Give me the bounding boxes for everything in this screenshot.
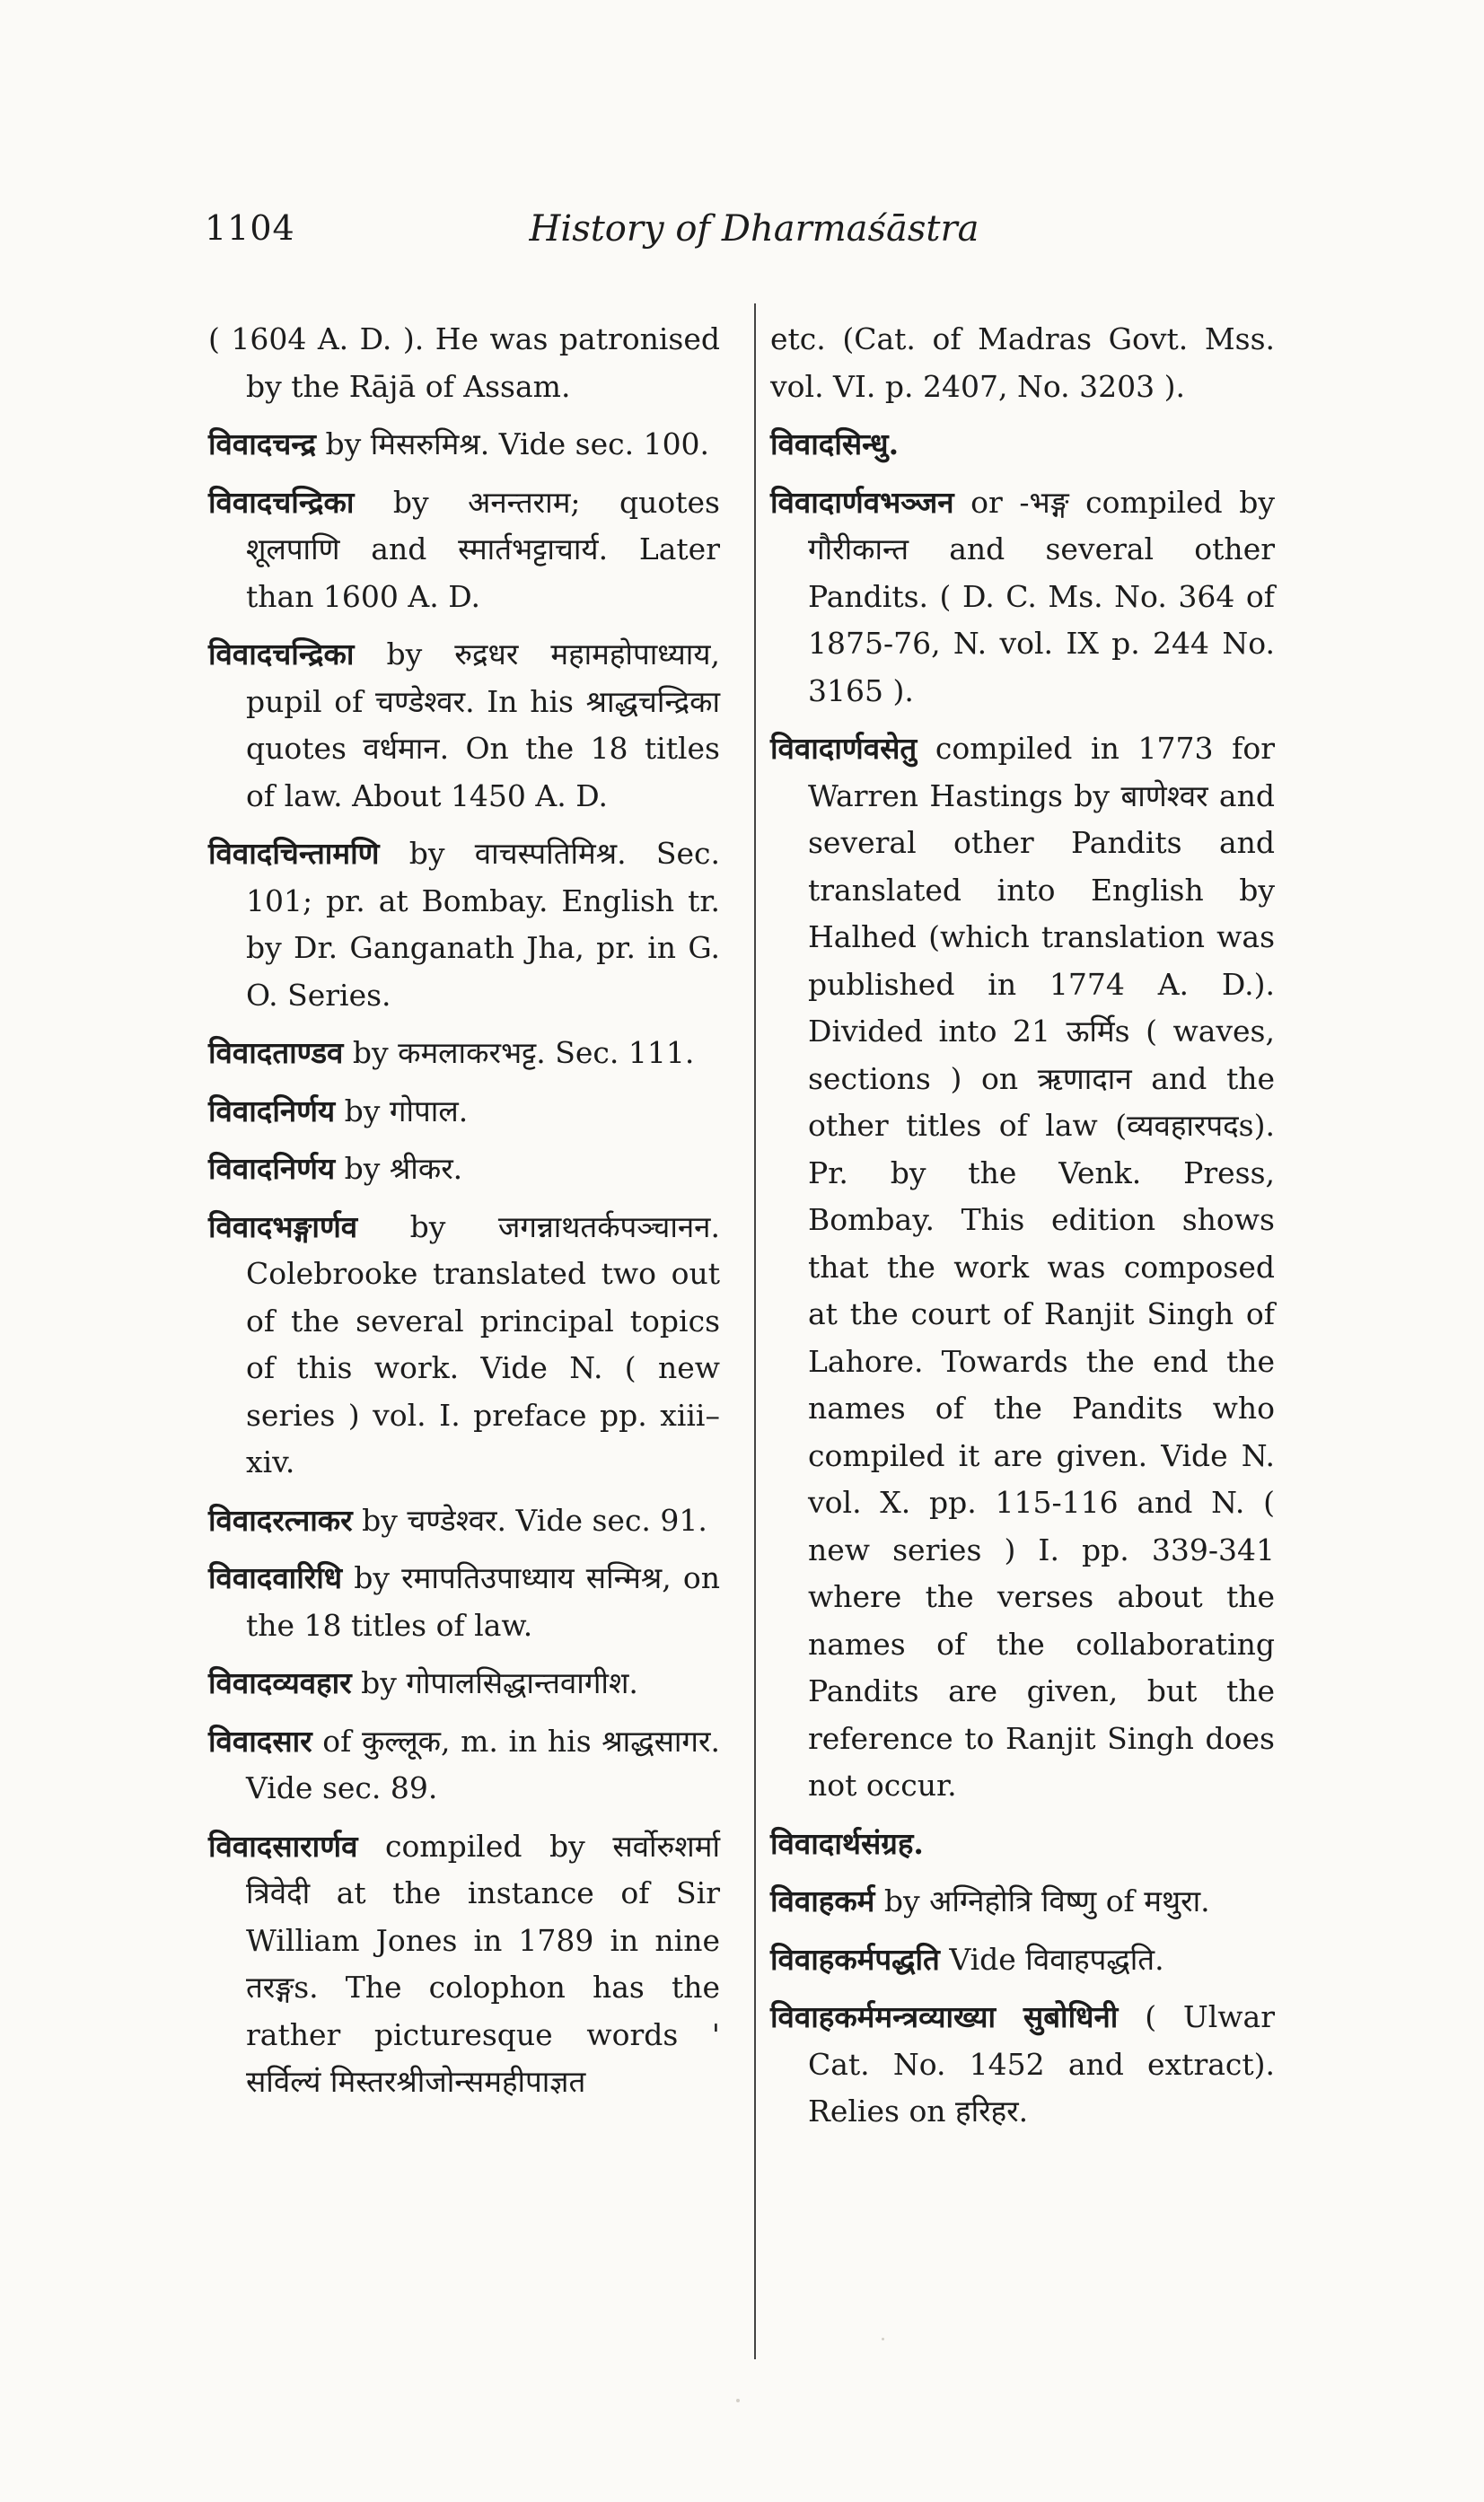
entry-headword: विवादसारार्णव xyxy=(208,1828,358,1864)
entry-text: by कमलाकरभट्ट. Sec. 111. xyxy=(343,1035,695,1070)
dictionary-entry xyxy=(770,1994,1275,2136)
entry-text: etc. (Cat. of Madras Govt. Mss. vol. VI. p. 2407, No. 3203 ). xyxy=(770,321,1275,404)
entry-text: compiled in 1773 for Warren Hastings by बाणेश्वर and several other Pandits and translated into English by Halhed (which translation was published in 1774 A. D.). Divided into 21 ऊर्मिs ( waves, sections ) on ऋणादान and the other titles of law (व्यवहारपदs). Pr. by the Venk. Press, Bombay. This edition shows that the work was composed at the court of Ranjit Singh of Lahore. Towards the end the names of the Pandits who compiled it are given. Vide N. vol. X. pp. 115-116 and N. ( new series ) I. pp. 339-341 where the verses about the names of the collaborating Pandits are given, but the reference to Ranjit Singh does not occur. xyxy=(808,731,1275,1803)
entry-headword: विवादनिर्णय xyxy=(208,1093,336,1128)
entry-text: Vide विवाहपद्धति. xyxy=(939,1941,1164,1977)
entry-headword: विवादचन्द्रिका xyxy=(208,636,355,672)
entry-text: by वाचस्पतिमिश्र. Sec. 101; pr. at Bombay. English tr. by Dr. Ganganath Jha, pr. in G. O. Series. xyxy=(246,836,720,1013)
dictionary-entry xyxy=(770,1821,1275,1868)
right-column xyxy=(770,316,1275,2146)
entry-headword: विवादचन्द्र xyxy=(208,426,316,461)
entry-text: by रुद्रधर महामहोपाध्याय, pupil of चण्डेश्वर. In his श्राद्धचन्द्रिका quotes वर्धमान. On the 18 titles of law. About 1450 A. D. xyxy=(246,636,720,813)
ink-speck xyxy=(736,2399,740,2402)
entry-text: compiled by सर्वोरुशर्मा त्रिवेदी at the instance of Sir William Jones in 1789 in nine तरङ्गs. The colophon has the rather picturesque words ' सर्विल्यं मिस्तरश्रीजोन्समहीपाज्ञत xyxy=(246,1828,720,2099)
entry-text: by अनन्तराम; quotes शूलपाणि and स्मार्तभट्टाचार्य. Later than 1600 A. D. xyxy=(246,484,720,614)
entry-text: by गोपाल. xyxy=(335,1093,469,1128)
entry-text: by गोपालसिद्धान्तवागीश. xyxy=(351,1665,638,1700)
entry-headword: विवाहकर्मपद्धति xyxy=(770,1941,940,1977)
entry-headword: विवादसिन्धु. xyxy=(770,426,900,461)
entry-text: by जगन्नाथतर्कपञ्चानन. Colebrooke translated two out of the several principal topics of this work. Vide N. ( new series ) vol. I. preface pp. xiii–xiv. xyxy=(246,1208,720,1479)
entry-text: ( 1604 A. D. ). He was patronised by the Rājā of Assam. xyxy=(208,321,720,404)
entry-headword: विवादताण्डव xyxy=(208,1035,344,1070)
dictionary-entry xyxy=(208,830,720,1019)
entry-text: or -भङ्ग compiled by गौरीकान्त and several other Pandits. ( D. C. Ms. No. 364 of 1875-76, N. vol. IX p. 244 No. 3165 ). xyxy=(808,484,1275,708)
ink-speck xyxy=(882,2338,884,2340)
dictionary-entry xyxy=(208,316,720,410)
entry-headword: विवादव्यवहार xyxy=(208,1665,352,1700)
dictionary-entry xyxy=(208,1660,720,1708)
dictionary-entry xyxy=(208,631,720,820)
entry-text: ( Ulwar Cat. No. 1452 and extract). Relies on हरिहर. xyxy=(808,1999,1275,2129)
entry-headword: विवाहकर्म xyxy=(770,1883,875,1918)
dictionary-entry xyxy=(208,421,720,469)
left-column xyxy=(208,316,720,2117)
entry-text: of कुल्लूक, m. in his श्राद्धसागर. Vide sec. 89. xyxy=(246,1723,720,1805)
dictionary-entry xyxy=(208,1088,720,1136)
entry-text: by अग्निहोत्रि विष्णु of मथुरा. xyxy=(874,1883,1210,1918)
entry-headword: विवादचन्द्रिका xyxy=(208,484,355,520)
dictionary-entry xyxy=(770,1878,1275,1926)
entry-text: by श्रीकर. xyxy=(335,1151,463,1186)
entry-headword: विवादचिन्तामणि xyxy=(208,836,380,871)
entry-text: by रमापतिउपाध्याय सन्मिश्र, on the 18 titles of law. xyxy=(246,1560,720,1643)
dictionary-entry xyxy=(770,1936,1275,1984)
dictionary-entry xyxy=(770,316,1275,410)
entry-headword: विवादरत्नाकर xyxy=(208,1502,353,1538)
dictionary-entry xyxy=(208,1718,720,1813)
entry-headword: विवादार्णवसेतु xyxy=(770,731,918,766)
dictionary-entry xyxy=(208,1204,720,1487)
entry-text: by चण्डेश्वर. Vide sec. 91. xyxy=(352,1502,707,1538)
entry-headword: विवादभङ्गार्णव xyxy=(208,1208,358,1244)
dictionary-entry xyxy=(208,479,720,621)
running-title: History of Dharmaśāstra xyxy=(529,208,979,250)
dictionary-entry xyxy=(770,421,1275,469)
dictionary-entry xyxy=(770,725,1275,1810)
entry-headword: विवादवारिधि xyxy=(208,1560,343,1595)
column-rule xyxy=(754,303,756,2359)
entry-headword: विवादार्णवभञ्जन xyxy=(770,484,954,520)
dictionary-entry xyxy=(208,1555,720,1649)
dictionary-entry xyxy=(208,1030,720,1077)
entry-text: by मिसरुमिश्र. Vide sec. 100. xyxy=(316,426,710,461)
entry-headword: विवाहकर्ममन्त्रव्याख्या सुबोधिनी xyxy=(770,1999,1119,2034)
entry-headword: विवादार्थसंग्रह. xyxy=(770,1825,924,1861)
dictionary-entry xyxy=(208,1823,720,2106)
dictionary-entry xyxy=(208,1146,720,1193)
entry-headword: विवादनिर्णय xyxy=(208,1151,336,1186)
dictionary-entry xyxy=(770,479,1275,715)
dictionary-entry xyxy=(208,1497,720,1545)
entry-headword: विवादसार xyxy=(208,1723,312,1759)
page-number: 1104 xyxy=(205,208,295,248)
